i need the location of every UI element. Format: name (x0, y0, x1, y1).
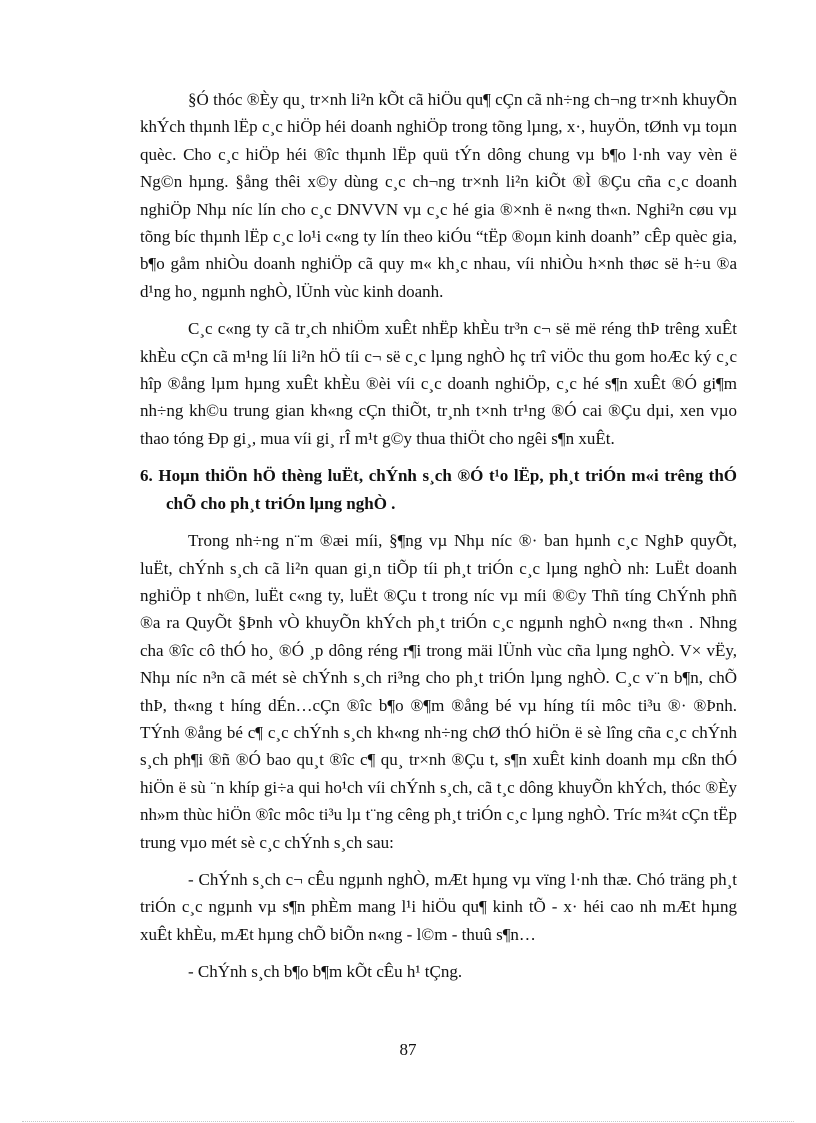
paragraph-3: Trong nh÷ng n¨m ®æi míi, §¶ng vµ Nhµ níc ®· ban hµnh c¸c NghÞ quyÕt, luËt, chÝnh s¸ch cã li²n quan gi¸n tiÕp tíi ph¸t triÓn c¸c lµng nghÒ nh: LuËt doanh nghiÖp t nh©n, luËt c«ng ty, luËt ®Çu t trong níc vµ míi ®©y Thñ tíng ChÝnh phñ ®a ra QuyÕt §Þnh vÒ khuyÕn khÝch ph¸t triÓn c¸c ngµnh nghÒ n«ng th«n . Nhng cha ®îc cô thÓ ho¸ ®Ó ¸p dông réng r¶i trong mäi lÜnh vùc cña lµng nghÒ. V× vËy, Nhµ níc n³n cã mét sè chÝnh s¸ch ri³ng cho ph¸t triÓn lµng nghÒ. C¸c v¨n b¶n, chÕ thÞ, th«ng t híng dÉn…cÇn ®îc b¶o ®¶m ®ång bé vµ híng tíi môc ti³u ®· ®Þnh. TÝnh ®ång bé c¶ c¸c chÝnh s¸ch kh«ng nh÷ng chØ thÓ hiÖn ë sè lîng cña c¸c chÝnh s¸ch ph¶i ®ñ ®Ó bao qu¸t ®îc c¶ qu¸ tr×nh ®Çu t, s¶n xuÊt kinh doanh mµ cßn thÓ hiÖn ë sù ¨n khíp gi÷a qui ho¹ch víi chÝnh s¸ch, cã t¸c dông khuyÕn khÝch, thóc ®Èy nh»m thùc hiÖn ®îc môc ti³u lµ t¨ng cêng ph¸t triÓn c¸c lµng nghÒ. Tríc m¾t cÇn tËp trung vµo mét sè c¸c chÝnh s¸ch sau: (140, 531, 737, 852)
paragraph-5: - ChÝnh s¸ch b¶o b¶m kÕt cÊu h¹ tÇng. (188, 962, 463, 982)
document-body (140, 86, 737, 996)
section-heading: 6. Hoµn thiÖn hÖ thèng luËt, chÝnh s¸ch ®Ó t¹o lËp, ph¸t triÓn m«i trêng thÓ chÕ cho ph¸t triÓn lµng nghÒ . (140, 466, 737, 513)
page-bottom-border (22, 1121, 794, 1122)
paragraph-2: C¸c c«ng ty cã tr¸ch nhiÖm xuÊt nhËp khÈu tr³n c¬ së më réng thÞ trêng xuÊt khÈu cÇn cã m¹ng líi li²n hÖ tíi c¬ së c¸c lµng nghÒ hç trî viÖc thu gom hoÆc ký c¸c hîp ®ång lµm hµng xuÊt khÈu ®èi víi c¸c doanh nghiÖp, c¸c hé s¶n xuÊt ®Ó gi¶m nh÷ng kh©u trung gian kh«ng cÇn thiÕt, tr¸nh t×nh tr¹ng ®Ó cai ®Çu dµi, xen vµo thao tóng Ðp gi¸, mua víi gi¸ rÎ m¹t g©y thua thiÖt cho ngêi s¶n xuÊt. (140, 319, 737, 448)
paragraph-1: §Ó thóc ®Èy qu¸ tr×nh li²n kÕt cã hiÖu qu¶ cÇn cã nh÷ng ch¬ng tr×nh khuyÕn khÝch thµnh lËp c¸c hiÖp héi doanh nghiÖp trong tõng lµng, x·, huyÖn, tØnh vµ toµn quèc. Cho c¸c hiÖp héi ®îc thµnh lËp quü tÝn dông chung vµ b¶o l·nh vay vèn ë Ng©n hµng. §ång thêi x©y dùng c¸c ch¬ng tr×nh li²n kiÕt ®Ì ®Çu cña c¸c doanh nghiÖp Nhµ níc lín cho c¸c DNVVN vµ c¸c hé gia ®×nh ë n«ng th«n. Nghi²n cøu vµ tõng bíc thµnh lËp c¸c lo¹i c«ng ty lín theo kiÓu “tËp ®oµn kinh doanh” cÊp quèc gia, b¶o gåm nhiÒu doanh nghiÖp cã quy m« kh¸c nhau, víi nhiÒu h×nh thøc së h÷u ®a d¹ng ho¸ ngµnh nghÒ, lÜnh vùc kinh doanh. (140, 90, 737, 301)
paragraph-4: - ChÝnh s¸ch c¬ cÊu ngµnh nghÒ, mÆt hµng vµ vïng l·nh thæ. Chó träng ph¸t triÓn c¸c ngµnh vµ s¶n phÈm mang l¹i hiÖu qu¶ kinh tÕ - x· héi cao nh mÆt hµng xuÊt khÈu, mÆt hµng chÕ biÕn n«ng - l©m - thuû s¶n… (140, 869, 737, 944)
page-number: 87 (399, 1040, 417, 1059)
